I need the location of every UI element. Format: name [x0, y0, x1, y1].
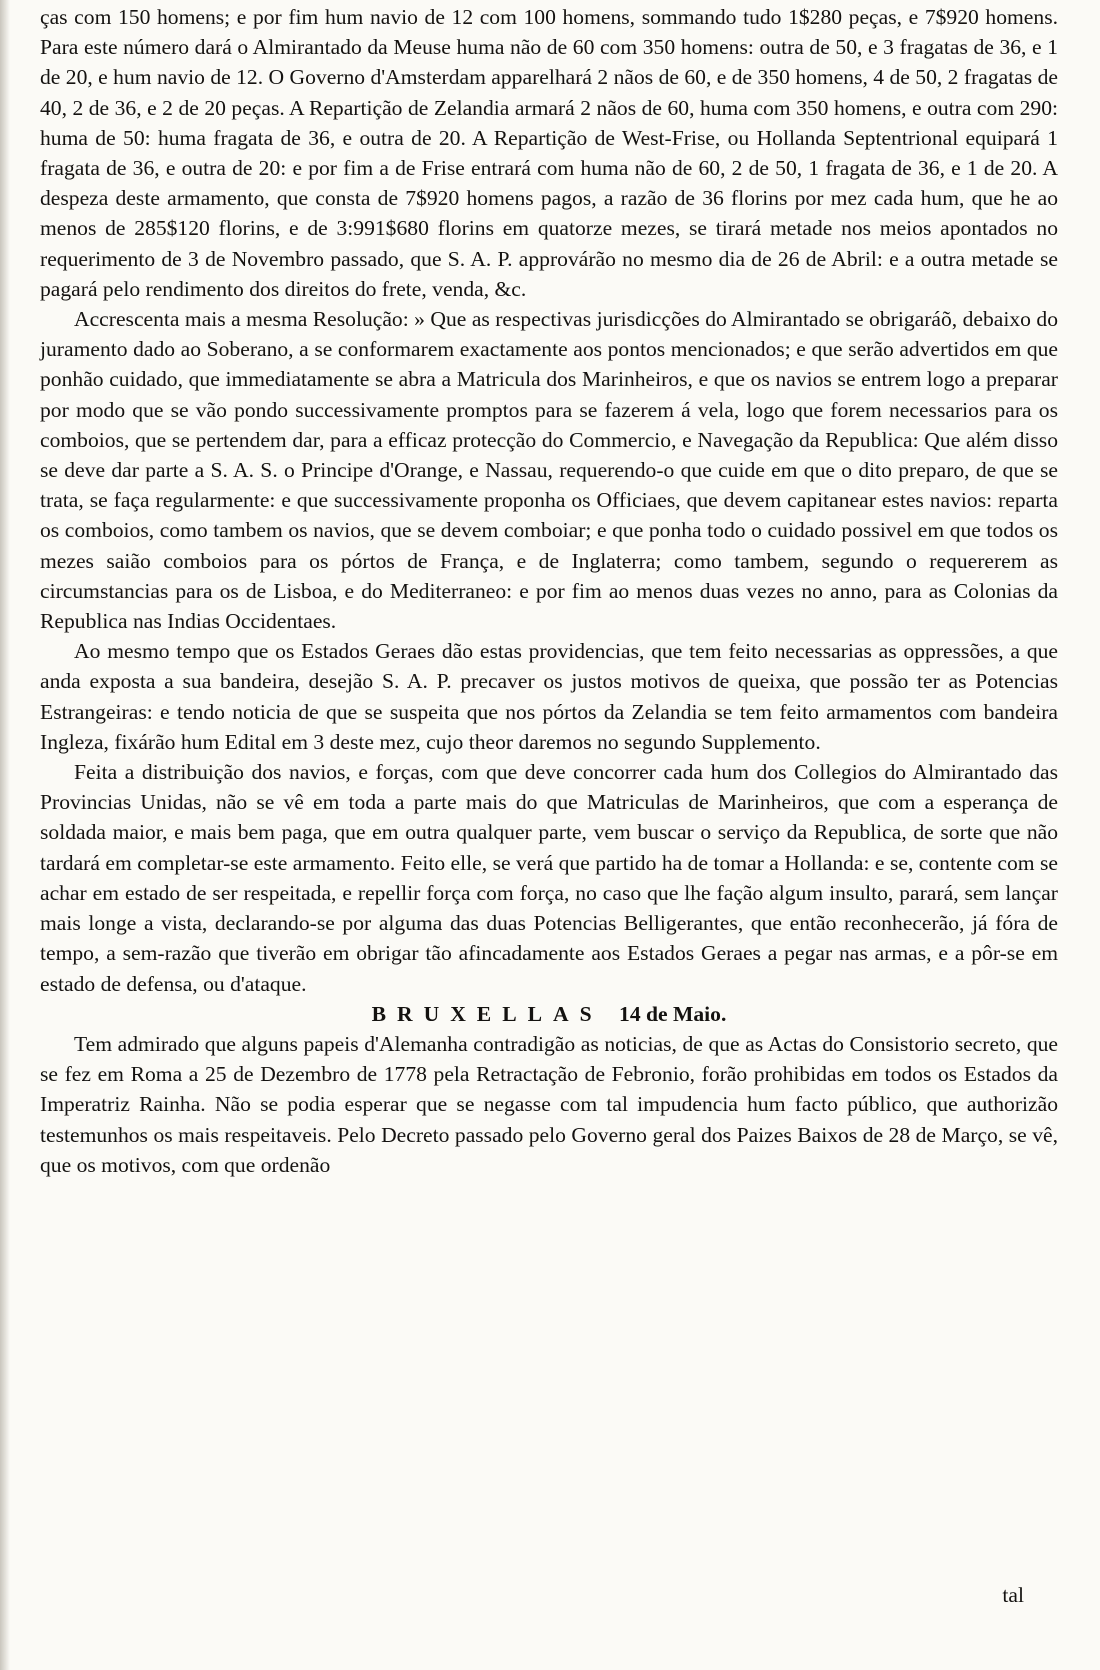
page-edge-shadow	[0, 0, 10, 1670]
paragraph-admiralty-colleges: Feita a distribuição dos navios, e forças, com que deve concorrer cada hum dos Collegios do Almirantado das Provincias Unidas, não se vê em toda a parte mais do que Matriculas de Marinheiros, que com a esperança de soldada maior, e mais bem paga, que em outra qualquer parte, vem buscar o serviço da Republica, de sorte que não tardará em completar-se este armamento. Feito elle, se verá que partido ha de tomar a Hollanda: e se, contente com se achar em estado de ser respeitada, e repellir força com força, no caso que lhe fação algum insulto, parará, sem lançar mais longe a vista, declarando-se por alguma das duas Potencias Belligerantes, que então reconhecerão, já fóra de tempo, a sem-razão que tiverão em obrigar tão afincadamente aos Estados Geraes a pegar nas armas, e a pôr-se em estado de defensa, ou d'ataque.	[40, 760, 1058, 996]
paragraph-resolution: Accrescenta mais a mesma Resolução: » Que as respectivas jurisdicções do Almirantado se obrigaráõ, debaixo do juramento dado ao Soberano, a se conformarem exactamente aos pontos mencionados; e que serão advertidos em que ponhão cuidado, que immediatamente se abra a Matricula dos Marinheiros, e que os navios se entrem logo a preparar por modo que se vão pondo successivamente promptos para se fazerem á vela, logo que forem necessarios para os comboios, que se pertendem dar, para a efficaz protecção do Commercio, e Navegação da Republica: Que além disso se deve dar parte a S. A. S. o Principe d'Orange, e Nassau, requerendo-o que cuide em que o dito preparo, de que se trata, se faça regularmente: e que successivamente proponha os Officiaes, que devem capitanear estes navios: reparta os comboios, como tambem os navios, que se devem comboiar; e que ponha todo o cuidado possivel em que todos os mezes saião comboios para os pórtos de França, e de Inglaterra; como tambem, segundo o requererem as circumstancias para os de Lisboa, e do Mediterraneo: e por fim ao menos duas vezes no anno, para as Colonias da Republica nas Indias Occidentaes.	[40, 307, 1058, 634]
dateline	[40, 999, 1058, 1029]
paragraph-brussels-news: Tem admirado que alguns papeis d'Alemanha contradigão as noticias, de que as Actas do Consistorio secreto, que se fez em Roma a 25 de Dezembro de 1778 pela Retractação de Febronio, forão prohibidas em todos os Estados da Imperatriz Rainha. Não se podia esperar que se negasse com tal impudencia hum facto público, que authorizão testemunhos os mais respeitaveis. Pelo Decreto passado pelo Governo geral dos Paizes Baixos de 28 de Março, se vê, que os motivos, com que ordenão	[40, 1031, 1058, 1177]
article-body	[40, 2, 1058, 1180]
dateline-city: BRUXELLAS	[371, 1001, 603, 1026]
paragraph-armament-distribution: ças com 150 homens; e por fim hum navio de 12 com 100 homens, sommando tudo 1$280 peças, e 7$920 homens. Para este número dará o Almirantado da Meuse huma não de 60 com 350 homens: outra de 50, e 3 fragatas de 36, e 1 de 20, e hum navio de 12. O Governo d'Amsterdam apparelhará 2 nãos de 60, e de 350 homens, 4 de 50, 2 fragatas de 40, 2 de 36, e 2 de 20 peças. A Repartição de Zelandia armará 2 nãos de 60, huma com 350 homens, e outra com 290: huma de 50: huma fragata de 36, e outra de 20. A Repartição de West-Frise, ou Hollanda Septentrional equipará 1 fragata de 36, e outra de 20: e por fim a de Frise entrará com huma não de 60, 2 de 50, 1 fragata de 36, e 1 de 20. A despeza deste armamento, que consta de 7$920 homens pagos, a razão de 36 florins por mez cada hum, que he ao menos de 285$120 florins, e de 3:991$680 florins em quatorze mezes, se tirará metade nos meios apontados no requerimento de 3 de Novembro passado, que S. A. P. approvárão no mesmo dia de 26 de Abril: e a outra metade se pagará pelo rendimento dos direitos do frete, venda, &c.	[40, 5, 1058, 301]
paragraph-states-general: Ao mesmo tempo que os Estados Geraes dão estas providencias, que tem feito necessarias as oppressões, a que anda exposta a sua bandeira, desejão S. A. P. precaver os justos motivos de queixa, que possão ter as Potencias Estrangeiras: e tendo noticia de que se suspeita que nos pórtos da Zelandia se tem feito armamentos com bandeira Ingleza, fixárão hum Edital em 3 deste mez, cujo theor daremos no segundo Supplemento.	[40, 639, 1058, 754]
catchword: tal	[1002, 1583, 1024, 1607]
dateline-date: 14 de Maio.	[619, 1001, 727, 1026]
